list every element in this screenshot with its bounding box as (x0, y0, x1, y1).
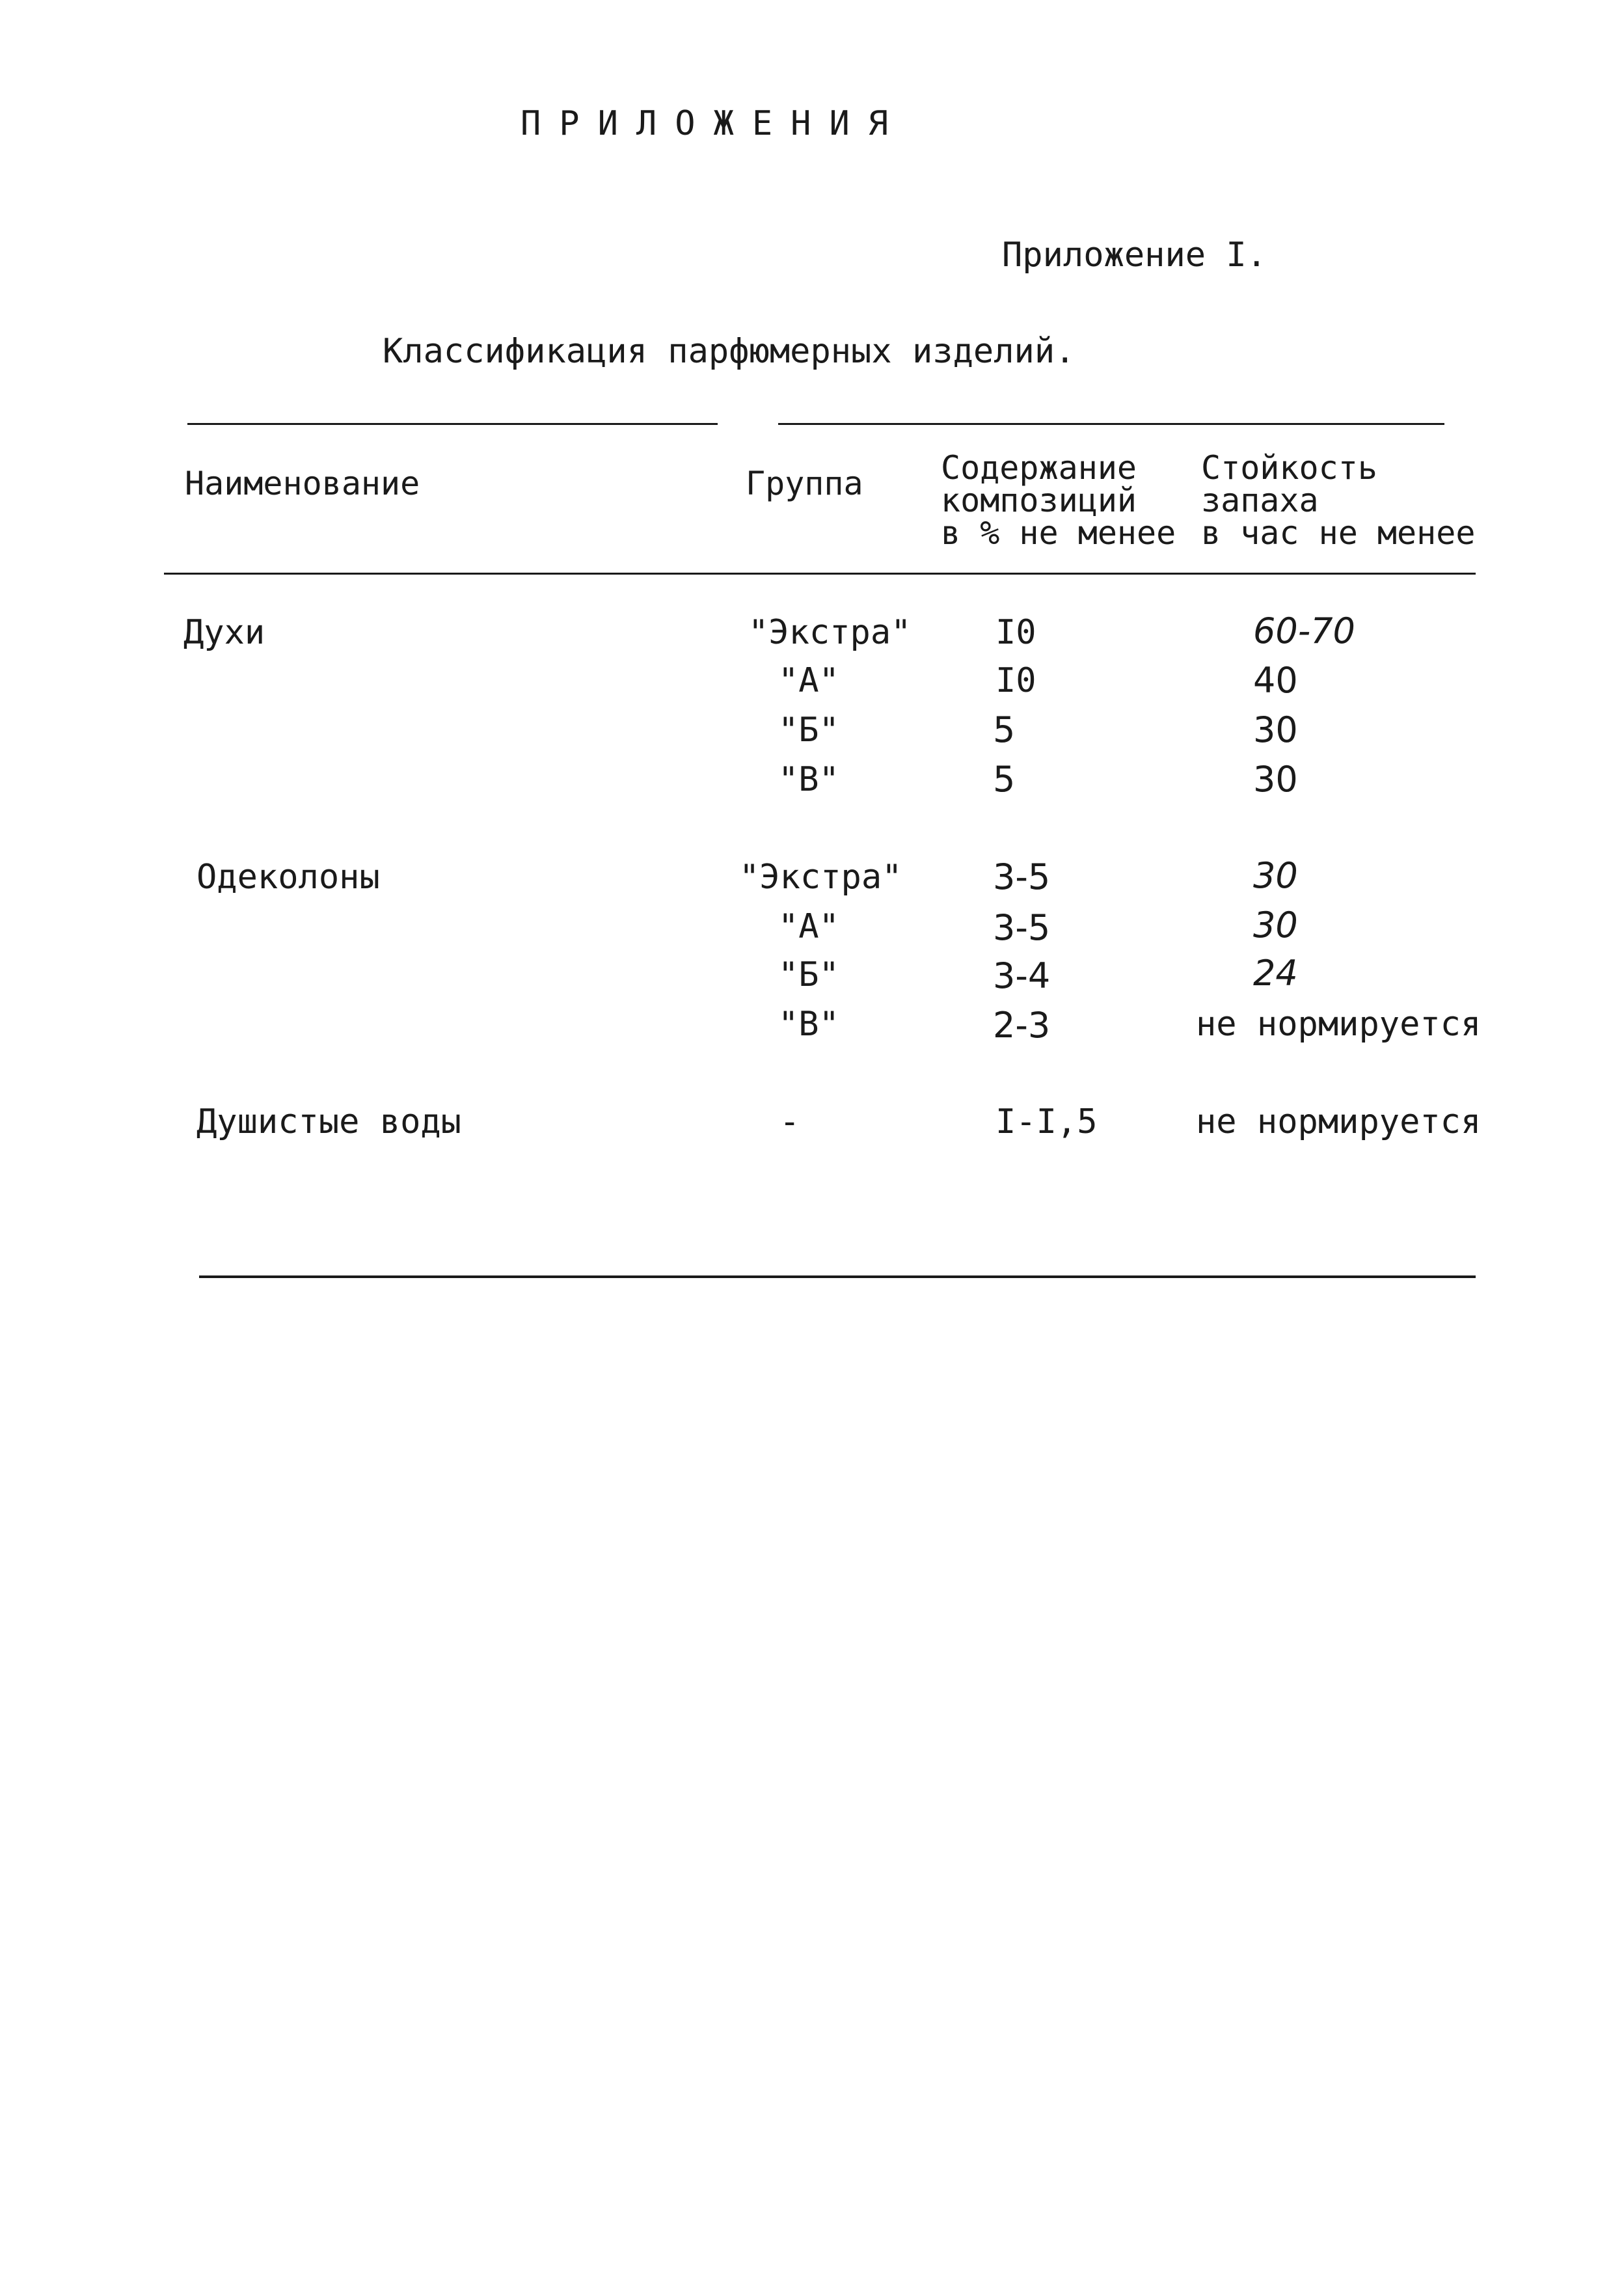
row-content: I0 (995, 661, 1036, 700)
row-persistence: 40 (1253, 660, 1298, 701)
header-content (941, 449, 1176, 552)
header-persistence-line: в час не менее (1201, 514, 1476, 552)
row-name: Одеколоны (196, 858, 380, 897)
header-bottom-rule (164, 573, 1476, 575)
header-name: Наименование (185, 465, 420, 502)
row-persistence: 30 (1253, 759, 1298, 800)
row-group: "А" (778, 661, 839, 700)
section-title: ПРИЛОЖЕНИЯ (521, 104, 907, 143)
header-persistence (1201, 449, 1476, 552)
row-group: "Б" (778, 711, 839, 750)
table-top-rule-right (778, 423, 1444, 425)
row-persistence: 30 (1253, 855, 1298, 896)
row-content: 2-3 (993, 1005, 1051, 1046)
row-group: "В" (778, 760, 839, 799)
row-content: I0 (995, 613, 1036, 652)
header-content-line: композиций (941, 482, 1137, 519)
row-name: Душистые воды (196, 1102, 461, 1141)
header-content-line: Содержание (941, 449, 1137, 487)
appendix-label: Приложение I. (1002, 236, 1267, 275)
row-group: "Экстра" (739, 858, 902, 897)
header-persistence-line: Стойкость (1201, 449, 1377, 487)
row-persistence: 30 (1253, 709, 1298, 750)
header-group: Группа (746, 465, 863, 502)
row-group: "В" (778, 1005, 839, 1044)
row-group: "Б" (778, 955, 839, 994)
header-persistence-line: запаха (1201, 482, 1319, 519)
row-persistence: не нормируется (1196, 1005, 1482, 1044)
row-name: Духи (183, 613, 265, 652)
row-group: "Экстра" (748, 613, 912, 652)
row-content: I-I,5 (995, 1102, 1098, 1141)
row-content: 5 (993, 709, 1016, 750)
row-persistence: 30 (1253, 905, 1298, 946)
table-title: Классификация парфюмерных изделий. (383, 332, 1076, 371)
row-persistence: не нормируется (1196, 1102, 1482, 1141)
header-content-line: в % не менее (941, 514, 1176, 552)
table-bottom-rule (199, 1275, 1476, 1278)
row-content: 5 (993, 759, 1016, 800)
row-content: 3-5 (993, 907, 1051, 948)
row-group: "А" (778, 907, 839, 946)
row-persistence: 60-70 (1253, 610, 1355, 651)
table-top-rule-left (187, 423, 718, 425)
row-content: 3-5 (993, 856, 1051, 897)
row-group: - (779, 1102, 800, 1141)
row-persistence: 24 (1253, 953, 1298, 994)
row-content: 3-4 (993, 955, 1051, 996)
